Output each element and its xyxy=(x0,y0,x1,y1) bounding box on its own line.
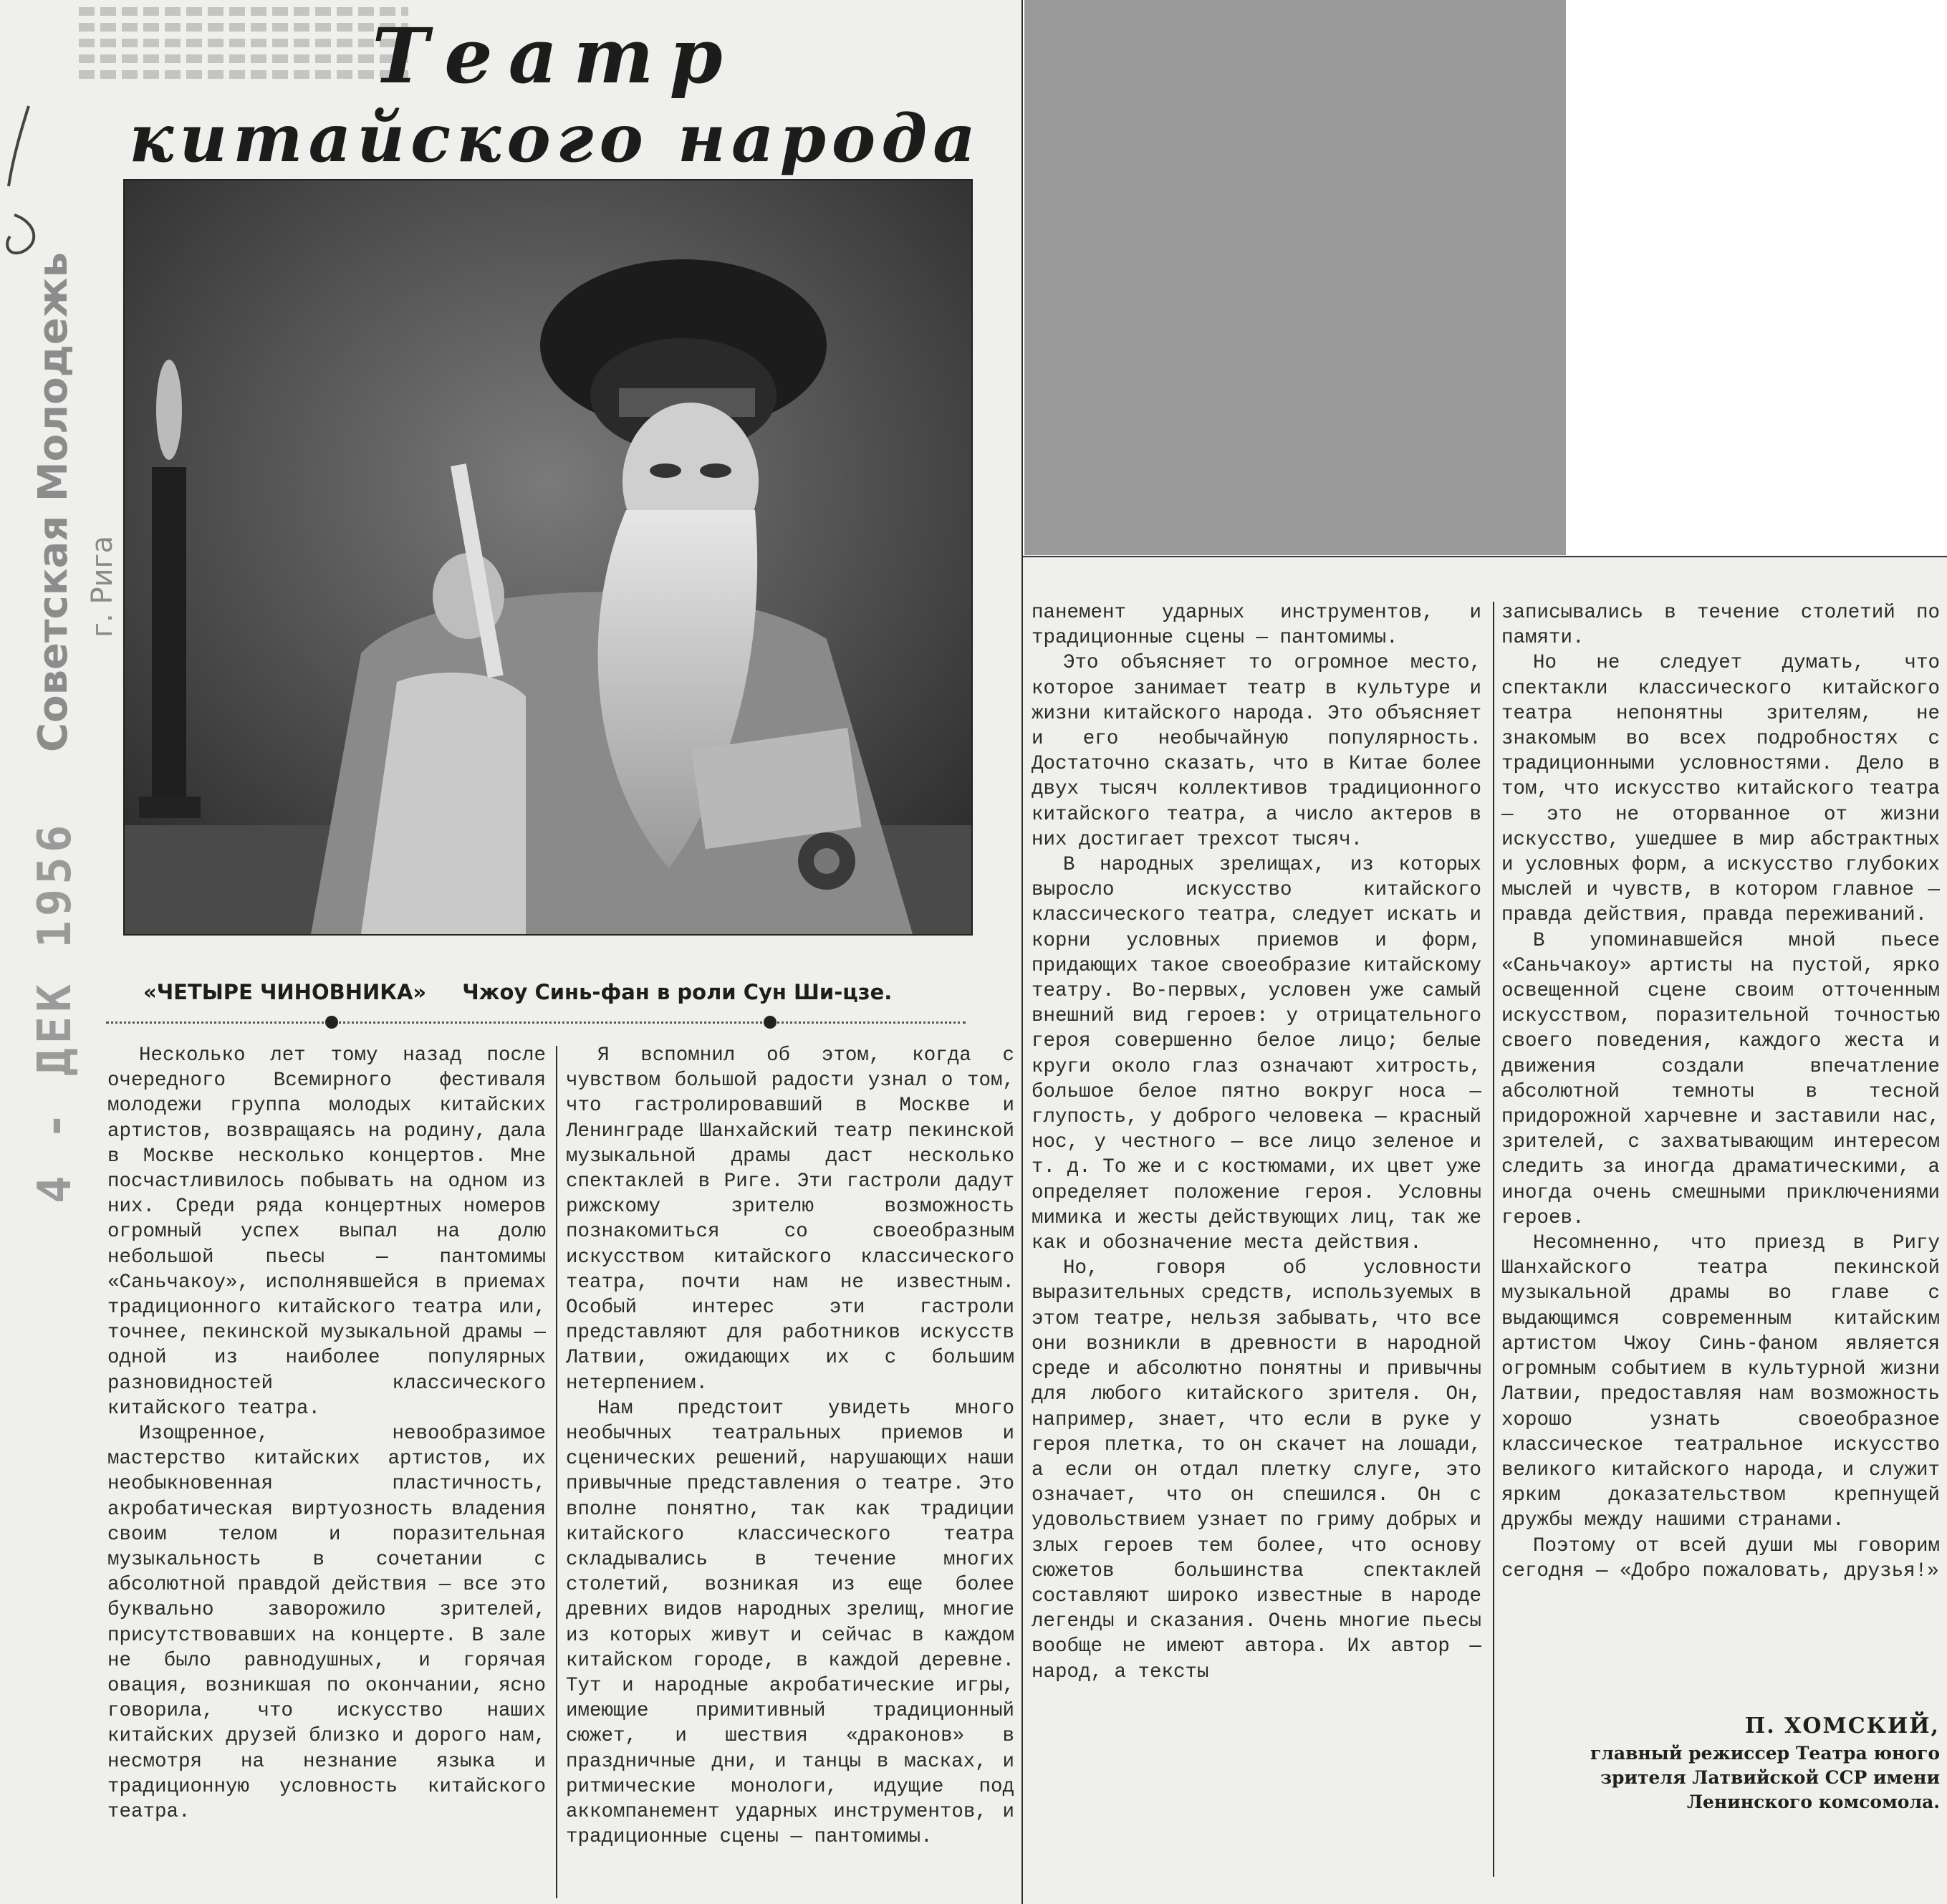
article-column-4 xyxy=(1501,600,1940,1725)
column-paragraph: Изощренное, невообразимое мастерство китайских артистов, их необыкновенная пластичность, акробатическая виртуозность владения своим телом и поразительная музыкальность в сочетании с абсолютной правдой действия — все это буквально заворожило зрителей, присутствовавших на концерте. В зале не было равнодушных, и горячая овация, возникшая по окончании, ясно говорила, что искусство наших китайских друзей близко и дорого нам, несмотря на незнание языка и традиционную условность китайского театра. xyxy=(107,1423,546,1824)
article-headline xyxy=(93,11,1017,178)
column-paragraph: Я вспомнил об этом, когда с чувством большой радости узнал о том, что гастролировавший в Москве и Ленинграде Шанхайский театр пекинской музыкальной драмы даст несколько спектаклей в Риге. Эти гастроли дадут рижскому зрителю возможность познакомиться со своеобразным искусством китайского классического театра, почти нам не известным. Особый интерес эти гастроли представляют для работников искусств Латвии, ожидающих их с большим нетерпением. xyxy=(566,1044,1014,1395)
author-signature xyxy=(1504,1713,1940,1814)
author-name: П. ХОМСКИЙ, xyxy=(1744,1713,1940,1739)
article-column-2 xyxy=(566,1043,1014,1903)
blank-margin xyxy=(1566,0,1947,555)
column-paragraph: Поэтому от всей души мы говорим сегодня — «Добро пожаловать, друзья!» xyxy=(1501,1534,1940,1582)
article-photo xyxy=(123,179,973,936)
newspaper-name-stamp: Советская Молодежь xyxy=(30,252,77,752)
column-paragraph: записывались в течение столетий по памяти. xyxy=(1501,602,1940,650)
date-stamp: 4 - ДЕК 1956 xyxy=(29,820,82,1203)
column-paragraph: Это объясняет то огромное место, которое занимает театр в культуре и жизни китайского народа. Это объясняет и его необычайную популярность. Достаточно сказать, что в Китае более двух тысяч коллективов традиционного китайского театра, а число актеров в них достигает трехсот тысяч. xyxy=(1032,652,1481,851)
column-divider xyxy=(1493,602,1494,1877)
column-paragraph: Несомненно, что приезд в Ригу Шанхайского театра пекинской музыкальной драмы во главе с выдающимся современным китайским артистом Чжоу Синь-фаном является огромным событием в культурной жизни Латвии, предоставляя нам возможность хорошо узнать своеобразное классическое театральное искусство великого китайского народа, и служит ярким доказательством крепнущей дружбы между нашими странами. xyxy=(1501,1232,1940,1532)
article-column-3 xyxy=(1032,600,1481,1903)
column-paragraph: В упоминавшейся мной пьесе «Саньчакоу» артисты на пустой, ярко освещенной сцене своим отточенным искусством, поразительной точностью своего поведения, каждого жеста и движения создали впечатление абсолютной темноты в тесной придорожной харчевне и заставили нас, зрителей, с захватывающим интересом следить за иногда драматическими, а иногда очень смешными приключениями героев. xyxy=(1501,929,1940,1229)
actor-portrait-image xyxy=(125,181,971,934)
rule-dot xyxy=(325,1016,338,1029)
clipping-top-edge xyxy=(1023,556,1947,557)
column-paragraph: Но, говоря об условности выразительных средств, используемых в этом театре, нельзя забывать, что все они возникли в древности в народной среде и абсолютно понятны и привычны для любого китайского зрителя. Он, например, знает, что если в руке у героя плетка, то он скачет на лошади, а если он отдал плетку слуге, это означает, что он спешился. Он с удовольствием узнает по гриму добрых и злых героев тем более, что основу сюжетов большинства спектаклей составляют широко известные в народе легенды и сказания. Очень многие пьесы вообще не имеют автора. Их автор — народ, а тексты xyxy=(1032,1257,1481,1683)
rule-dot xyxy=(764,1016,777,1029)
article-column-1 xyxy=(107,1043,546,1903)
headline-line-1: Театр xyxy=(372,11,739,100)
column-paragraph: панемент ударных инструментов, и традиционные сцены — пантомимы. xyxy=(1032,602,1481,650)
city-stamp: г. Рига xyxy=(86,535,119,638)
pencil-mark-icon xyxy=(0,100,50,258)
clipping-edge xyxy=(1021,0,1023,1904)
caption-dotted-rule xyxy=(106,1021,966,1024)
author-role: главный режиссер Театра юного зрителя Латвийской ССР имени Ленинского комсомола. xyxy=(1590,1743,1940,1812)
column-paragraph: Несколько лет тому назад после очередного Всемирного фестиваля молодежи группа молодых китайских артистов, возвращаясь на родину, дала в Москве несколько концертов. Мне посчастливилось побывать на одном из них. Среди ряда концертных номеров огромный успех выпал на долю небольшой пьесы — пантомимы «Саньчакоу», исполнявшейся в приемах традиционного китайского театра или, точнее, пекинской музыкальной драмы — одной из наиболее популярных разновидностей классического китайского театра. xyxy=(107,1044,546,1420)
column-paragraph: Нам предстоит увидеть много необычных театральных приемов и сценических решений, нарушающих наши привычные представления о театре. Это вполне понятно, так как традиции китайского классического театра складывались в течение многих столетий, возникая из еще более древних видов народных зрелищ, многие из которых живут и сейчас в каждом китайском городе, в каждой деревне. Тут и народные акробатические игры, имеющие примитивный традиционный сюжет, и шествия «драконов» в праздничные дни, и танцы в масках, и ритмические монологи, идущие под аккомпанемент ударных инструментов, и традиционные сцены — пантомимы. xyxy=(566,1397,1014,1849)
photo-caption-text: Чжоу Синь-фан в роли Сун Ши-цзе. xyxy=(462,980,893,1004)
photo-caption xyxy=(143,980,1003,1004)
headline-line-2: китайского народа xyxy=(129,100,981,178)
photo-caption-title: «ЧЕТЫРЕ ЧИНОВНИКА» xyxy=(143,980,427,1004)
column-paragraph: Но не следует думать, что спектакли классического китайского театра непонятны зрителям, не знакомым во всех подробностях с традиционными условностями. Дело в том, что искусство китайского театра — это не оторванное от жизни искусство, ушедшее в мир абстрактных и условных форм, а искусство глубоких мыслей и чувств, в котором главное — правда действия, правда переживаний. xyxy=(1501,652,1940,927)
column-divider xyxy=(556,1046,557,1898)
gray-background-block xyxy=(1024,0,1566,555)
column-paragraph: В народных зрелищах, из которых выросло искусство китайского классического театра, следует искать и корни условных приемов и форм, придающих такое своеобразие китайскому театру. Во-первых, условен уже самый внешний вид героев: у отрицательного героя совершенно белое лицо; белые круги около глаз означают хитрость, большое белое пятно вокруг носа — глупость, у доброго человека — красный нос, у честного — все лицо зеленое и т. д. То же и с костюмами, их цвет уже определяет положение героя. Условны мимика и жесты действующих лиц, так же как и обозначение места действия. xyxy=(1032,854,1481,1255)
